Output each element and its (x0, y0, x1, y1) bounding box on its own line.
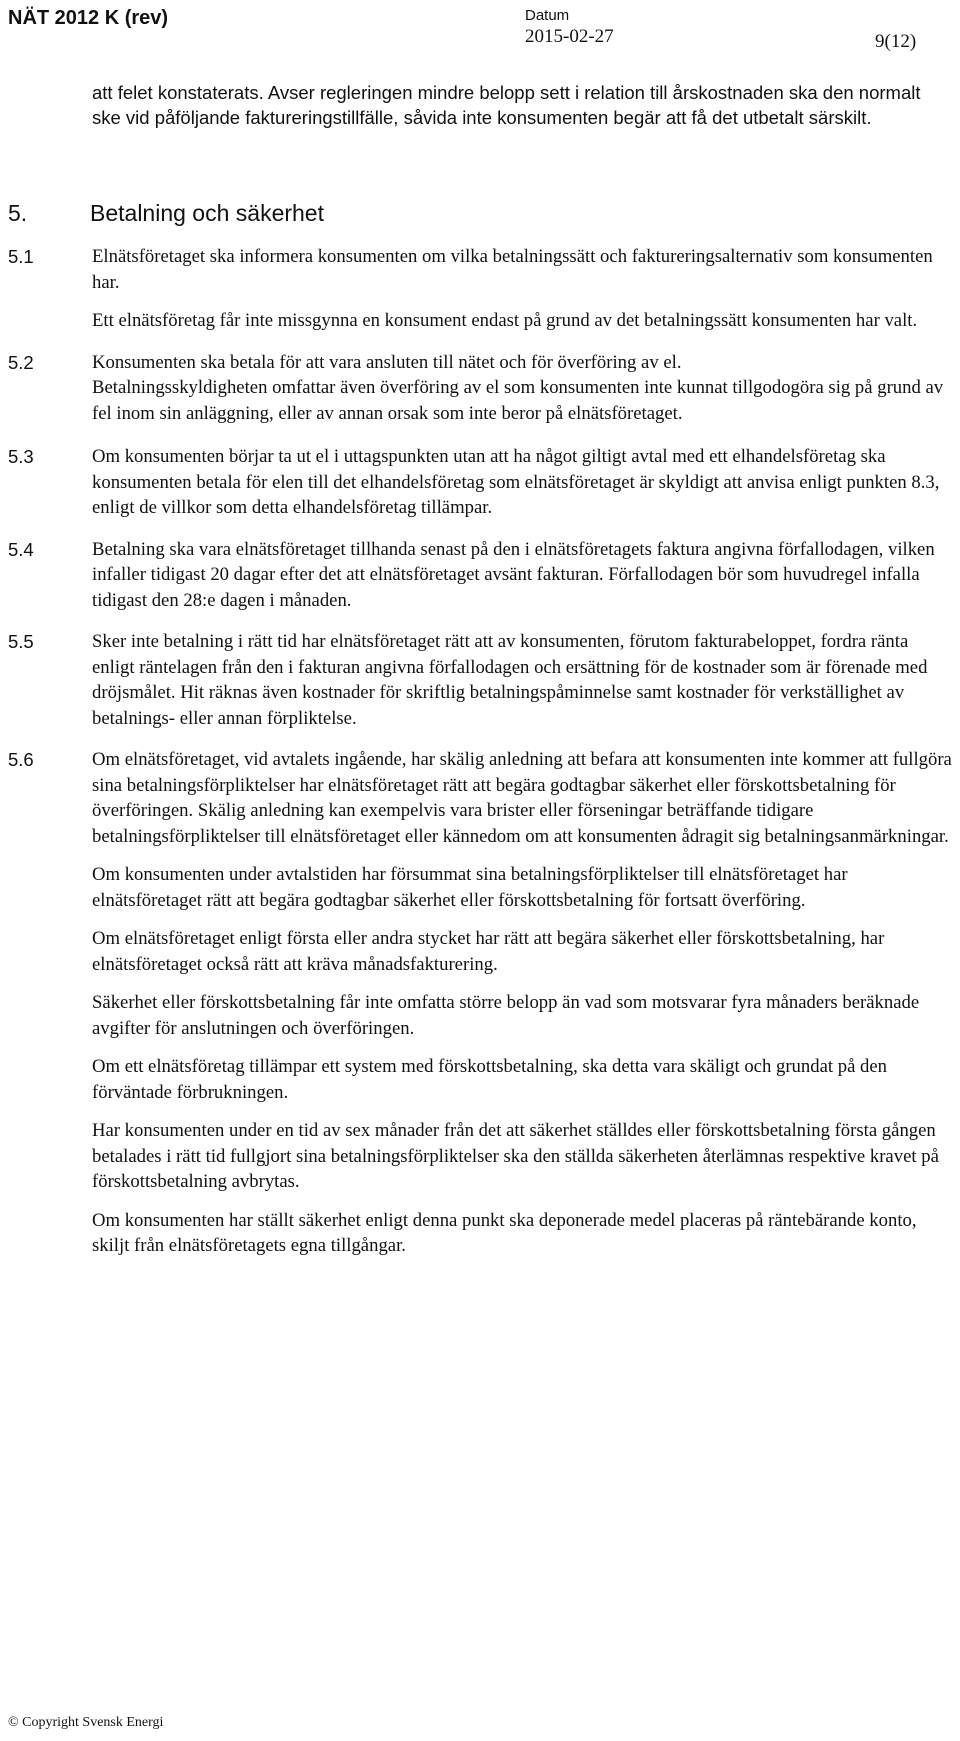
clause-paragraph: Om konsumenten börjar ta ut el i uttagspunkten utan att ha något giltigt avtal med ett elhandelsföretag ska konsumenten betala för elen till det elhandelsföretag som elnätsföretaget är skyldigt att anvisa enligt punkten 8.3, enligt de villkor som detta elhandelsföretag tillämpar. (92, 446, 940, 518)
clause-number: 5.4 (8, 538, 34, 560)
clause-body (92, 350, 954, 427)
clause-paragraph: Säkerhet eller förskottsbetalning får inte omfatta större belopp än vad som motsvarar fyra månaders beräknade avgifter för anslutningen och överföringen. (92, 992, 920, 1039)
clause-number: 5.1 (8, 246, 34, 267)
page-number: 9(12) (875, 31, 917, 52)
clause-paragraph: Ett elnätsföretag får inte missgynna en konsument endast på grund av det betalningssätt konsumenten har valt. (92, 310, 918, 331)
clause-5-6 (0, 747, 960, 1259)
clause-paragraph: Elnätsföretaget ska informera konsumenten om vilka betalningssätt och faktureringsalternativ som konsumenten har. (92, 246, 933, 293)
section-heading (8, 200, 324, 227)
section-number: 5. (8, 200, 28, 226)
date-label: Datum (525, 7, 570, 24)
clause-5-4 (0, 537, 960, 614)
section-title: Betalning och säkerhet (90, 200, 324, 226)
page-header (0, 0, 960, 60)
clause-5-1 (0, 244, 960, 334)
clause-number: 5.2 (8, 351, 34, 373)
copyright-footer: © Copyright Svensk Energi (8, 1715, 164, 1730)
clause-number: 5.6 (8, 749, 34, 770)
clause-5-2 (0, 350, 960, 427)
clause-paragraph: Betalningsskyldigheten omfattar även överföring av el som konsumenten inte kunnat tillgodogöra sig på grund av fel inom sin anläggning, eller av annan orsak som inte beror på elnätsföretaget. (92, 377, 944, 424)
clause-paragraph: Om ett elnätsföretag tillämpar ett system med förskottsbetalning, ska detta vara skäligt och grundat på den förväntade förbrukningen. (92, 1056, 888, 1103)
clause-paragraph: Sker inte betalning i rätt tid har elnätsföretaget rätt att av konsumenten, förutom fakturabeloppet, fordra ränta enligt räntelagen från den i fakturan angivna förfallodagen och ersättning för de kostnader som är förenade med dröjsmålet. Hit räknas även kostnader för skriftlig betalningspåminnelse samt kostnader för verkställighet av betalnings- eller annan förpliktelse. (92, 631, 928, 729)
clause-number: 5.5 (8, 631, 34, 652)
clause-paragraph: Om elnätsföretaget enligt första eller andra stycket har rätt att begära säkerhet eller förskottsbetalning, har elnätsföretaget också rätt att kräva månadsfakturering. (92, 928, 885, 975)
clause-list (0, 244, 960, 1275)
clause-paragraph: Om konsumenten under avtalstiden har försummat sina betalningsförpliktelser till elnätsföretaget har elnätsföretaget rätt att begära godtagbar säkerhet eller förskottsbetalning för fortsatt överföring. (92, 864, 848, 911)
clause-body (92, 244, 954, 334)
clause-5-3 (0, 444, 960, 521)
document-title: NÄT 2012 K (rev) (8, 7, 169, 29)
clause-body (92, 629, 954, 731)
clause-body (92, 444, 954, 521)
clause-number: 5.3 (8, 446, 34, 467)
clause-body (92, 747, 954, 1259)
clause-paragraph: Betalning ska vara elnätsföretaget tillhanda senast på den i elnätsföretagets faktura angivna förfallodagen, vilken infaller tidigast 20 dagar efter det att elnätsföretaget avsänt fakturan. Förfallodagen bör som huvudregel infalla tidigast den 28:e dagen i månaden. (92, 538, 935, 611)
intro-paragraph: att felet konstaterats. Avser regleringen mindre belopp sett i relation till årskostnaden ska den normalt ske vid påföljande faktureringstillfälle, såvida inte konsumenten begär att få det utbetalt särskilt. (92, 82, 921, 128)
date-value: 2015-02-27 (525, 26, 614, 47)
clause-paragraph: Konsumenten ska betala för att vara ansluten till nätet och för överföring av el. (92, 351, 682, 373)
clause-paragraph: Har konsumenten under en tid av sex månader från det att säkerhet ställdes eller förskottsbetalning första gången betalades i rätt tid fullgjort sina betalningsförpliktelser ska den ställda säkerheten återlämnas respektive kravet på förskottsbetalning avbrytas. (92, 1120, 939, 1192)
clause-paragraph: Om konsumenten har ställt säkerhet enligt denna punkt ska deponerade medel placeras på räntebärande konto, skiljt från elnätsföretagets egna tillgångar. (92, 1209, 917, 1256)
clause-body (92, 537, 954, 614)
clause-paragraph: Om elnätsföretaget, vid avtalets ingående, har skälig anledning att befara att konsumenten inte kommer att fullgöra sina betalningsförpliktelser har elnätsföretaget rätt att begära godtagbar säkerhet eller förskottsbetalning för överföringen. Skälig anledning kan exempelvis vara brister eller förseningar beträffande tidigare betalningsförpliktelser till elnätsföretaget eller kännedom om att konsumenten ådragit sig betalningsanmärkningar. (92, 749, 952, 847)
clause-5-5 (0, 629, 960, 731)
